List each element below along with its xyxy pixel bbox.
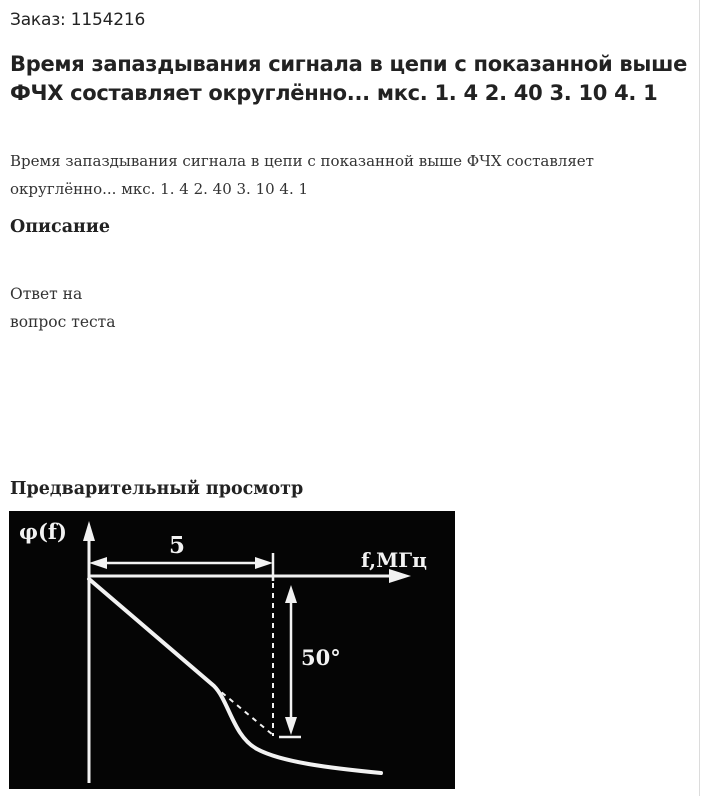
phase-dimension-arrow-bottom: [285, 717, 297, 735]
frequency-marker: 5: [169, 532, 186, 559]
order-number: Заказ: 1154216: [10, 10, 146, 30]
preview-heading: Предварительный просмотр: [10, 479, 304, 499]
phase-dimension-arrow-top: [285, 585, 297, 603]
phase-curve: [89, 579, 381, 773]
description-text: [10, 280, 170, 336]
tangent-dashed-line: [214, 686, 273, 735]
page-title: Время запаздывания сигнала в цепи с показанной выше ФЧХ составляет округлённо... мкс. 1. 4 2. 40 3. 10 4. 1: [10, 52, 688, 105]
preview-figure: [9, 511, 455, 789]
description-line-2: вопрос теста: [10, 313, 116, 331]
description-heading: Описание: [10, 217, 110, 237]
y-axis-label: φ(f): [19, 519, 67, 544]
phase-response-diagram: [9, 511, 455, 789]
frequency-dimension-arrow-left: [89, 557, 107, 569]
x-axis-label: f,МГц: [361, 548, 427, 572]
description-line-1: Ответ на: [10, 285, 83, 303]
question-text: Время запаздывания сигнала в цепи с показанной выше ФЧХ составляет округлённо... мкс. 1. 4 2. 40 3. 10 4. 1: [10, 152, 594, 198]
phase-marker: 50°: [301, 645, 341, 670]
frequency-dimension-arrow-right: [255, 557, 273, 569]
y-axis-arrow: [83, 521, 95, 541]
